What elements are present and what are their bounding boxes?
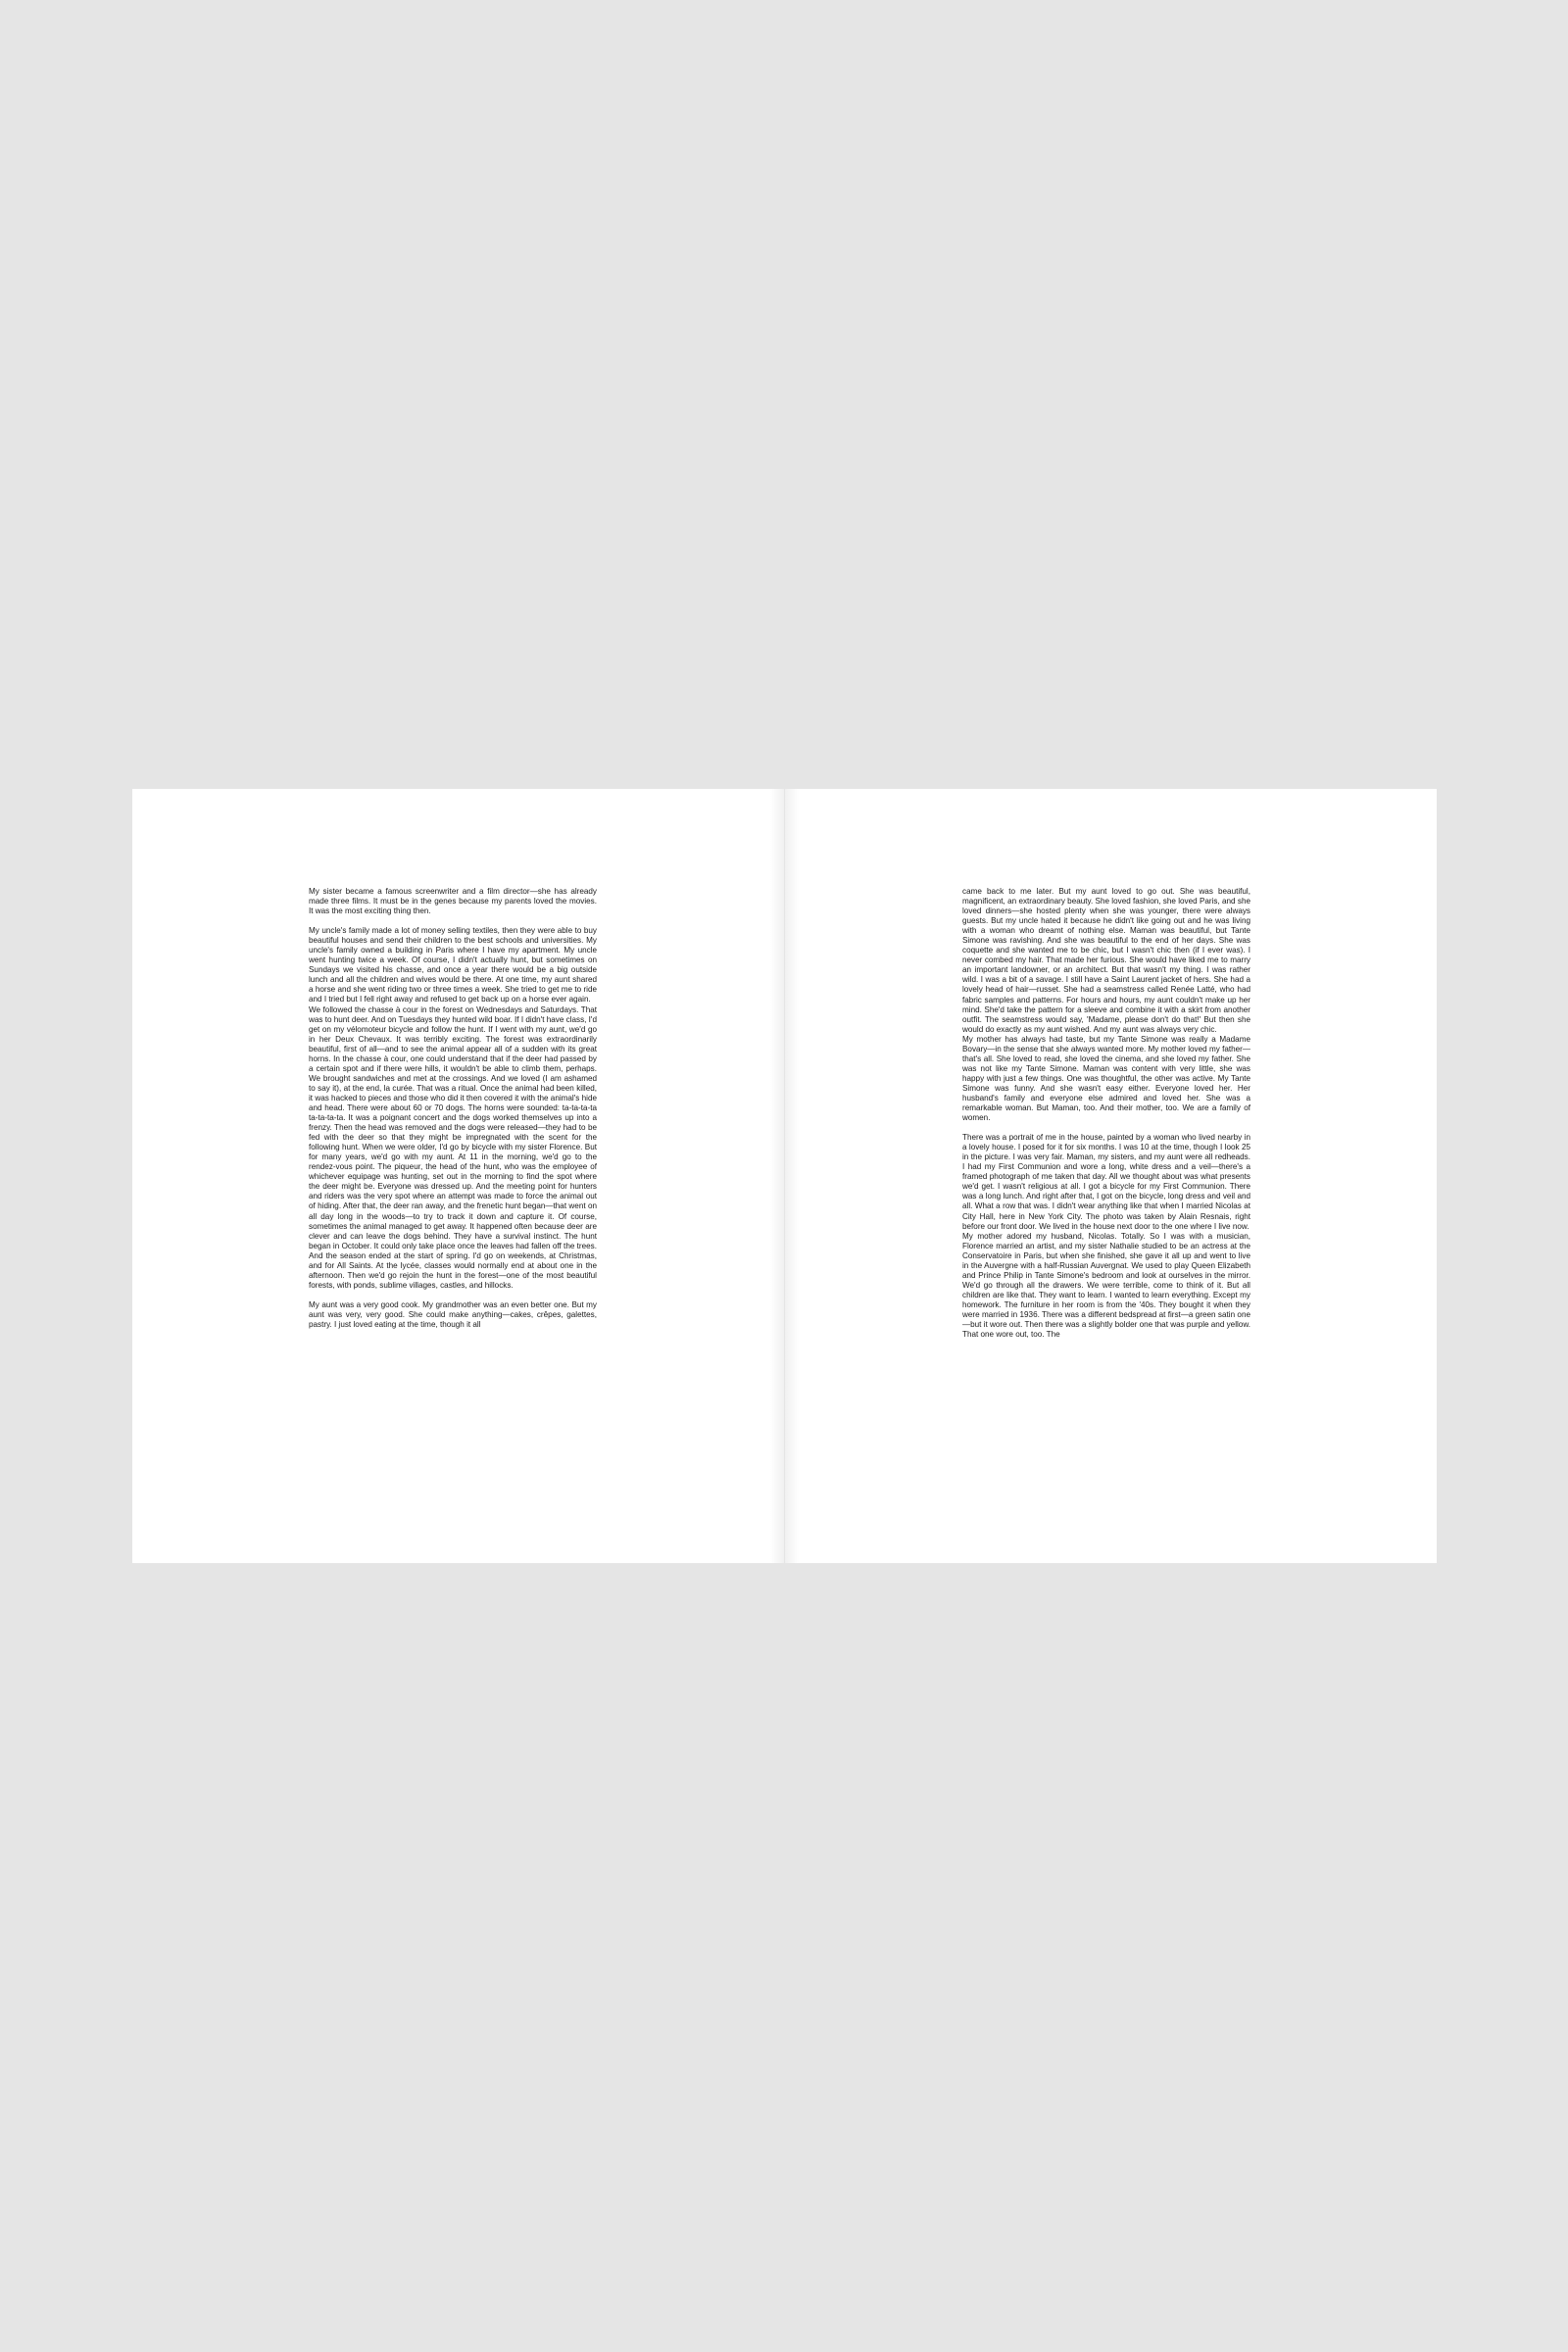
paragraph: My mother has always had taste, but my Tante Simone was really a Madame Bovary—in the sense that she always wanted more. My mother loved my father—that's all. She loved to read, she loved the cinema, and she loved my father. She was not like my Tante Simone. Maman was content with very little, she was happy with just a few things. One was thoughtful, the other was active. My Tante Simone was funny. And she wasn't easy either. Everyone loved her. Her husband's family and everyone else admired and loved her. She was a remarkable woman. But Maman, too. And their mother, too. We are a family of women. [962,1034,1250,1123]
paragraph: There was a portrait of me in the house, painted by a woman who lived nearby in a lovely house. I posed for it for six months. I was 10 at the time, though I look 25 in the picture. I was very fair. Maman, my sisters, and my aunt were all redheads. I had my First Communion and wore a long, white dress and a veil—there's a framed photograph of me taken that day. All we thought about was what presents we'd get. I wasn't religious at all. I got a bicycle for my First Communion. There was a long lunch. And right after that, I got on the bicycle, long dress and veil and all. What a row that was. I didn't wear anything like that when I married Nicolas at City Hall, here in New York City. The photo was taken by Alain Resnais, right before our front door. We lived in the house next door to the one where I live now. [962,1133,1250,1231]
gutter-shadow [770,789,784,1563]
paragraph: My mother adored my husband, Nicolas. Totally. So I was with a musician, Florence married an artist, and my sister Nathalie studied to be an actress at the Conservatoire in Paris, but when she finished, she gave it all up and went to live in the Auvergne with a half-Russian Auvergnat. We used to play Queen Elizabeth and Prince Philip in Tante Simone's bedroom and look at ourselves in the mirror. We'd go through all the drawers. We were terrible, come to think of it. But all children are like that. They want to learn. I wanted to learn everything. Except my homework. The furniture in her room is from the '40s. They bought it when they were married in 1936. There was a different bedspread at first—a green satin one—but it wore out. Then there was a slightly bolder one that was purple and yellow. That one wore out, too. The [962,1231,1250,1340]
gutter-shadow [785,789,799,1563]
paragraph: came back to me later. But my aunt loved to go out. She was beautiful, magnificent, an extraordinary beauty. She loved fashion, she loved Paris, and she loved dinners—she hosted plenty when she was younger, there were always guests. But my uncle hated it because he didn't like going out and he was living with a woman who dreamt of nothing else. Maman was beautiful, but Tante Simone was ravishing. And she was beautiful to the end of her days. She was coquette and she wanted me to be chic, but I wasn't chic then (if I ever was). I never combed my hair. That made her furious. She would have liked me to marry an important landowner, or an architect. But that wasn't my thing. I was rather wild. I was a bit of a savage. I still have a Saint Laurent jacket of hers. She had a lovely head of hair—russet. She had a seamstress called Renée Latté, who had fabric samples and patterns. For hours and hours, my aunt couldn't make up her mind. She'd take the pattern for a sleeve and combine it with a skirt from another outfit. The seamstress would say, 'Madame, please don't do that!' But then she would do exactly as my aunt wished. And my aunt was always very chic. [962,887,1250,1034]
paragraph: My aunt was a very good cook. My grandmother was an even better one. But my aunt was very, very good. She could make anything—cakes, crêpes, galettes, pastry. I just loved eating at the time, though it all [309,1299,597,1329]
right-page-text [962,887,1250,1340]
right-page [785,789,1437,1563]
paragraph: My sister became a famous screenwriter and a film director—she has already made three films. It must be in the genes because my parents loved the movies. It was the most exciting thing then. [309,887,597,916]
left-page-text [309,887,597,1330]
paragraph: We followed the chasse à cour in the forest on Wednesdays and Saturdays. That was to hunt deer. And on Tuesdays they hunted wild boar. If I didn't have class, I'd get on my vélomoteur bicycle and follow the hunt. If I went with my aunt, we'd go in her Deux Chevaux. It was terribly exciting. The forest was extraordinarily beautiful, first of all—and to see the animal appear all of a sudden with its great horns. In the chasse à cour, one could understand that if the deer had passed by a certain spot and if there were hills, it wouldn't be able to climb them, perhaps. We brought sandwiches and met at the crossings. And we loved (I am ashamed to say it), at the end, la curée. That was a ritual. Once the animal had been killed, it was hacked to pieces and those who did it then covered it with the animal's hide and head. There were about 60 or 70 dogs. The horns were sounded: ta-ta-ta-ta ta-ta-ta-ta. It was a poignant concert and the dogs worked themselves up into a frenzy. Then the head was removed and the dogs were released—they had to be fed with the deer so that they might be impregnated with the scent for the following hunt. When we were older, I'd go by bicycle with my sister Florence. But for many years, we'd go with my aunt. At 11 in the morning, we'd go to the rendez-vous point. The piqueur, the head of the hunt, who was the employee of whichever equipage was hunting, set out in the morning to find the spot where the deer might be. Everyone was dressed up. And the meeting point for hunters and riders was the very spot where an attempt was made to force the animal out of hiding. After that, the deer ran away, and the frenetic hunt began—that went on all day long in the woods—to try to track it down and capture it. Of course, sometimes the animal managed to get away. It happened often because deer are clever and can leave the dogs behind. They have a survival instinct. The hunt began in October. It could only take place once the leaves had fallen off the trees. And the season ended at the start of spring. I'd go on weekends, at Christmas, and for All Saints. At the lycée, classes would normally end at about one in the afternoon. Then we'd go rejoin the hunt in the forest—one of the most beautiful forests, with ponds, sublime villages, castles, and hillocks. [309,1004,597,1290]
paragraph: My uncle's family made a lot of money selling textiles, then they were able to buy beautiful houses and send their children to the best schools and universities. My uncle's family owned a building in Paris where I have my apartment. My uncle went hunting twice a week. Of course, I didn't actually hunt, but sometimes on Sundays we visited his chasse, and once a year there would be a big outside lunch and all the children and wives would be there. At one time, my aunt shared a horse and she went riding two or three times a week. She tried to get me to ride and I tried but I fell right away and refused to get back up on a horse ever again. [309,926,597,1004]
book-spread [132,789,1437,1563]
left-page [132,789,784,1563]
